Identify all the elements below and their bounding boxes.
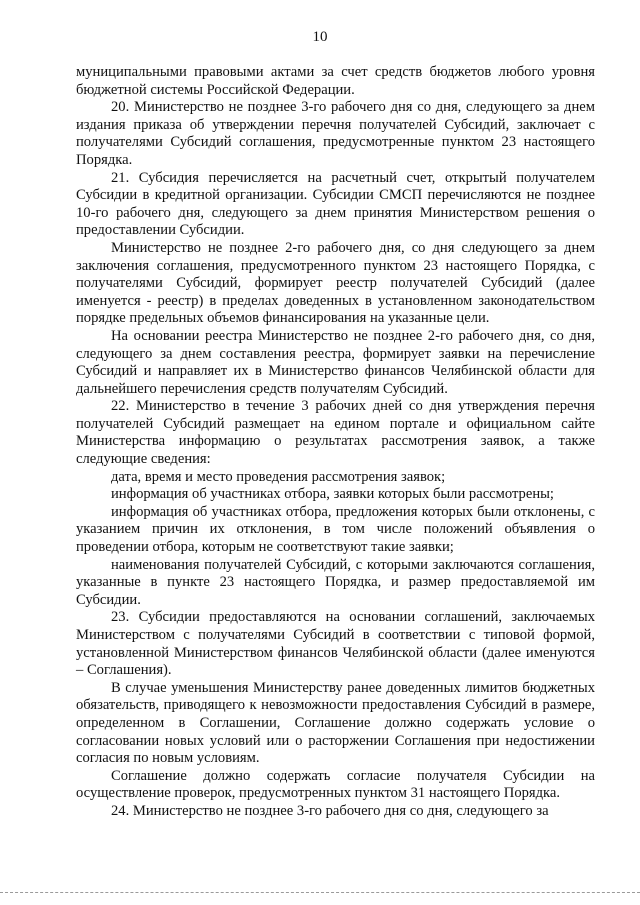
- paragraph: муниципальными правовыми актами за счет средств бюджетов любого уровня бюджетной системы Российской Федерации.: [76, 64, 595, 98]
- paragraph: информация об участниках отбора, заявки которых были рассмотрены;: [111, 486, 554, 503]
- paragraph: Соглашение должно содержать согласие получателя Субсидии на осуществление проверок, предусмотренных пунктом 31 настоящего Порядка.: [76, 767, 595, 802]
- paragraph: информация об участниках отбора, предложения которых были отклонены, с указанием причин их отклонения, в том числе положений объявления о проведении отбора, которым не соответствуют такие заявки;: [76, 503, 595, 556]
- page-bottom-edge: [0, 892, 640, 893]
- paragraph: На основании реестра Министерство не позднее 2-го рабочего дня, со дня, следующего за днем составления реестра, формирует заявки на перечисление Субсидий и направляет их в Министерство финансов Челябинской области для дальнейшего перечисления средств получателям Субсидий.: [76, 327, 595, 397]
- document-body: [76, 64, 595, 821]
- paragraph: 21. Субсидия перечисляется на расчетный счет, открытый получателем Субсидии в кредитной организации. Субсидии СМСП перечисляются не позднее 10-го рабочего дня, следующего за днем принятия Министерством решения о предоставлении Субсидии.: [76, 169, 595, 239]
- paragraph: В случае уменьшения Министерству ранее доведенных лимитов бюджетных обязательств, приводящего к невозможности предоставления Субсидий в размере, определенном в Соглашении, Соглашение должно содержать условие о согласовании новых условий или о расторжении Соглашения при недостижении согласия по новым условиям.: [76, 679, 595, 767]
- page-number: 10: [312, 29, 328, 45]
- paragraph: 24. Министерство не позднее 3-го рабочего дня со дня, следующего за: [111, 802, 549, 819]
- paragraph: 22. Министерство в течение 3 рабочих дней со дня утверждения перечня получателей Субсидий размещает на едином портале и официальном сайте Министерства информацию о результатах рассмотрения заявок, а также следующие сведения:: [76, 398, 595, 468]
- paragraph: 20. Министерство не позднее 3-го рабочего дня со дня, следующего за днем издания приказа об утверждении перечня получателей Субсидий, заключает с получателями Субсидий соглашения, предусмотренные пунктом 23 настоящего Порядка.: [76, 99, 595, 168]
- paragraph: 23. Субсидии предоставляются на основании соглашений, заключаемых Министерством с получателями Субсидий в соответствии с типовой формой, установленной Министерством финансов Челябинской области (далее именуются – Соглашения).: [76, 609, 595, 679]
- paragraph: дата, время и место проведения рассмотрения заявок;: [111, 468, 446, 485]
- paragraph: Министерство не позднее 2-го рабочего дня, со дня следующего за днем заключения соглашения, предусмотренного пунктом 23 настоящего Порядка, с получателями Субсидий, формирует реестр получателей Субсидий (далее именуется - реестр) в пределах доведенных в установленном законодательством порядке предельных объемов финансирования на указанные цели.: [76, 239, 595, 327]
- paragraph: наименования получателей Субсидий, с которыми заключаются соглашения, указанные в пункте 23 настоящего Порядка, и размер предоставляемой им Субсидии.: [76, 556, 595, 608]
